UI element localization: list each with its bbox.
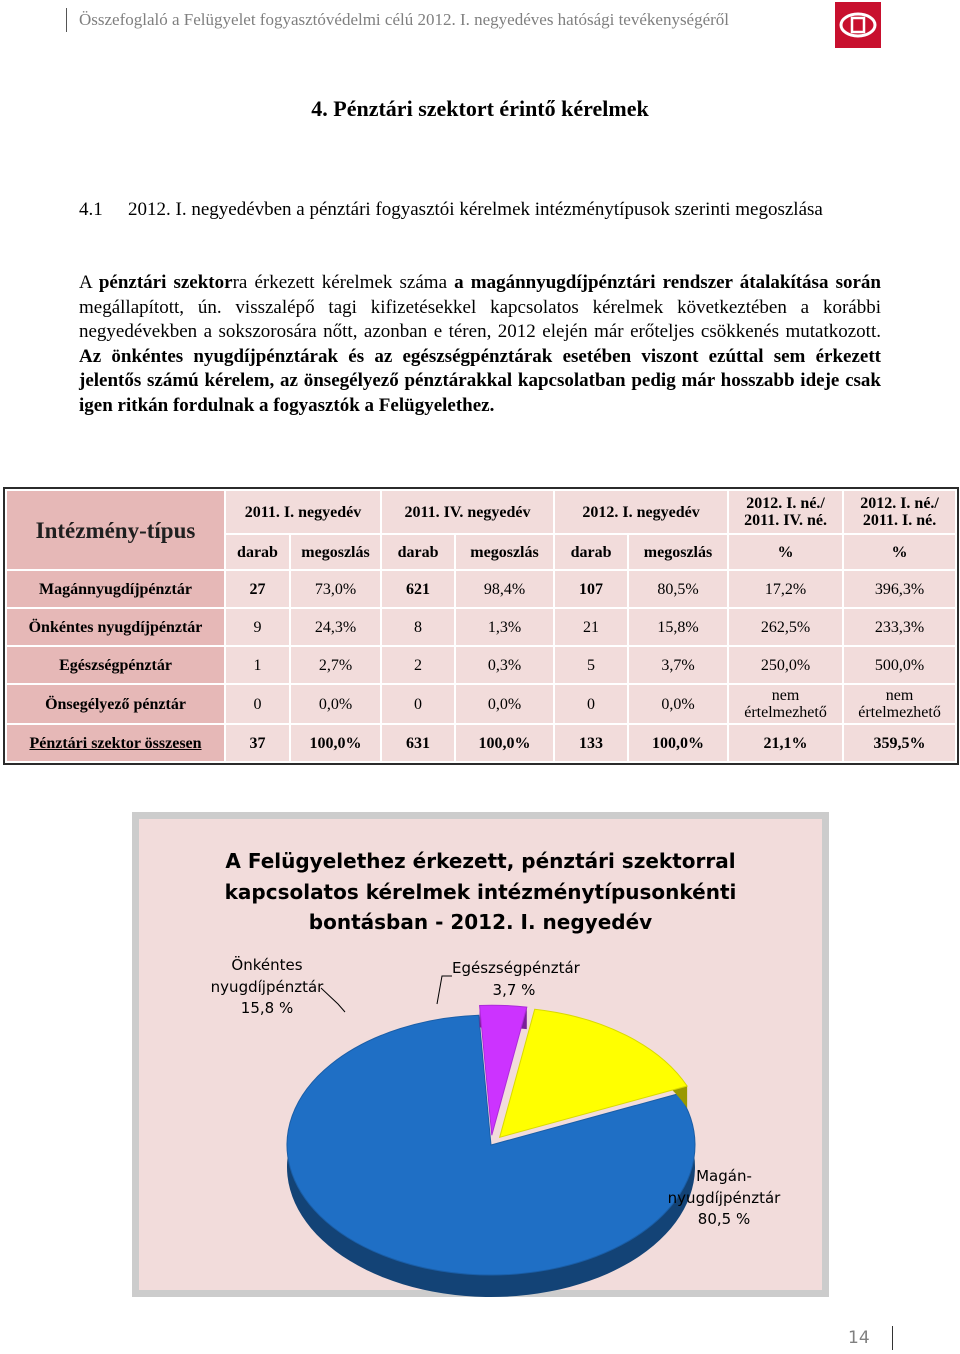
row-label: Egészségpénztár xyxy=(6,646,225,684)
table-cell: 631 xyxy=(381,724,455,762)
subheader-cell: megoszlás xyxy=(290,534,381,570)
table-cell: 1 xyxy=(225,646,290,684)
table-cell: 2 xyxy=(381,646,455,684)
table-cell: 262,5% xyxy=(728,608,843,646)
table-cell: 100,0% xyxy=(628,724,728,762)
table-cell: 21 xyxy=(554,608,628,646)
table-cell: 73,0% xyxy=(290,570,381,608)
pie-label-line: nyugdíjpénztár xyxy=(667,1188,781,1207)
table-cell: 27 xyxy=(225,570,290,608)
pie-label-line: Egészségpénztár xyxy=(452,959,580,977)
pie-label-onkentes xyxy=(208,955,326,1020)
section-heading: 4. Pénztári szektort érintő kérelmek xyxy=(311,96,649,121)
table-cell: 2,7% xyxy=(290,646,381,684)
table-cell: 107 xyxy=(554,570,628,608)
pie-label-line: nyugdíjpénztár xyxy=(210,977,324,996)
corner-header: Intézmény-típus xyxy=(6,490,225,570)
table-cell: nem értelmezhető xyxy=(728,684,843,724)
pie-label-line: Magán- xyxy=(696,1167,752,1185)
ratio-line: 2011. I. né. xyxy=(862,512,937,529)
para-part-6: Az önkéntes nyugdíjpénztárak és az egészségpénztárak esetében viszont ezúttal sem érkezett jelentős számú kérelem, az önsegélyező pénztárakkal kapcsolatban pedig már hosszabb ideje csak igen ritkán fordulnak a fogyasztók a Felügyelethez. xyxy=(79,345,881,416)
table-cell: 396,3% xyxy=(843,570,956,608)
leader-line-egeszseg xyxy=(437,976,452,1004)
row-label: Önsegélyező pénztár xyxy=(6,684,225,724)
table-cell: 80,5% xyxy=(628,570,728,608)
period-header: 2011. I. negyedév xyxy=(225,490,381,534)
page-number: 14 xyxy=(848,1326,893,1350)
table-cell: 100,0% xyxy=(455,724,554,762)
subheader-cell: megoszlás xyxy=(628,534,728,570)
para-part-1: A xyxy=(79,272,99,293)
para-part-5: megállapított, ún. visszalépő tagi kifizetésekkel kapcsolatos kérelmek következtében a korábbi negyedévekben a sokszorosára nőtt, azonban e téren, 2012 elején már erőteljes csökkenés mutatkozott. xyxy=(79,296,881,343)
subsection-number: 4.1 xyxy=(79,199,103,220)
table-cell: 0 xyxy=(381,684,455,724)
chart-title-line: bontásban - 2012. I. negyedév xyxy=(308,910,653,934)
subsection-title: 2012. I. negyedévben a pénztári fogyasztói kérelmek intézménytípusok szerinti megoszlása xyxy=(128,199,823,220)
ratio-line: 2011. IV. né. xyxy=(744,512,827,529)
subheader-cell: % xyxy=(843,534,956,570)
table-cell: 21,1% xyxy=(728,724,843,762)
table-cell: 0,3% xyxy=(455,646,554,684)
pie-label-line: 3,7 % xyxy=(492,980,536,999)
table-cell: 15,8% xyxy=(628,608,728,646)
pie-slices xyxy=(287,1005,695,1297)
table-cell: 9 xyxy=(225,608,290,646)
period-header: 2012. I. negyedév xyxy=(554,490,728,534)
table-cell: 0,0% xyxy=(290,684,381,724)
table-cell: 133 xyxy=(554,724,628,762)
table-cell: 17,2% xyxy=(728,570,843,608)
table-cell: nem értelmezhető xyxy=(843,684,956,724)
pie-label-line: Önkéntes xyxy=(231,956,303,974)
subheader-cell: % xyxy=(728,534,843,570)
row-label: Önkéntes nyugdíjpénztár xyxy=(6,608,225,646)
para-part-3: ra érkezett kérelmek száma xyxy=(232,272,455,293)
ratio-line: 2012. I. né./ xyxy=(860,495,939,512)
ratio-line: 2012. I. né./ xyxy=(746,495,825,512)
table-cell: 24,3% xyxy=(290,608,381,646)
table-cell: 621 xyxy=(381,570,455,608)
subheader-cell: darab xyxy=(225,534,290,570)
chart-title-line: A Felügyelethez érkezett, pénztári szektorral xyxy=(225,849,736,873)
row-label: Magánnyugdíjpénztár xyxy=(6,570,225,608)
table-cell: 250,0% xyxy=(728,646,843,684)
table-cell: 0,0% xyxy=(628,684,728,724)
table-cell: 8 xyxy=(381,608,455,646)
table-cell: 233,3% xyxy=(843,608,956,646)
table-cell: 5 xyxy=(554,646,628,684)
table-cell: 1,3% xyxy=(455,608,554,646)
row-label: Pénztári szektor összesen xyxy=(6,724,225,762)
table-cell: 100,0% xyxy=(290,724,381,762)
table-cell: 37 xyxy=(225,724,290,762)
pie-label-line: 80,5 % xyxy=(697,1210,751,1228)
chart-title-line: kapcsolatos kérelmek intézménytípusonkénti xyxy=(224,879,737,904)
table-cell: 3,7% xyxy=(628,646,728,684)
subheader-cell: darab xyxy=(554,534,628,570)
pie-label-egeszseg xyxy=(452,958,580,1001)
table-cell: 0,0% xyxy=(455,684,554,724)
table-cell: 0 xyxy=(225,684,290,724)
table-cell: 98,4% xyxy=(455,570,554,608)
pie-label-magan xyxy=(666,1166,782,1231)
para-part-2: pénztári szektor xyxy=(98,272,233,293)
table-cell: 359,5% xyxy=(843,724,956,762)
period-header: 2011. IV. negyedév xyxy=(381,490,554,534)
para-part-4: a magánnyugdíjpénztári rendszer átalakítása során xyxy=(454,272,881,293)
running-header: Összefoglaló a Felügyelet fogyasztóvédelmi célú 2012. I. negyedéves hatósági tevékenységéről xyxy=(66,8,859,32)
pie-label-line: 15,8 % xyxy=(240,999,294,1017)
subheader-cell: megoszlás xyxy=(455,534,554,570)
table-cell: 0 xyxy=(554,684,628,724)
subheader-cell: darab xyxy=(381,534,455,570)
table-cell: 500,0% xyxy=(843,646,956,684)
